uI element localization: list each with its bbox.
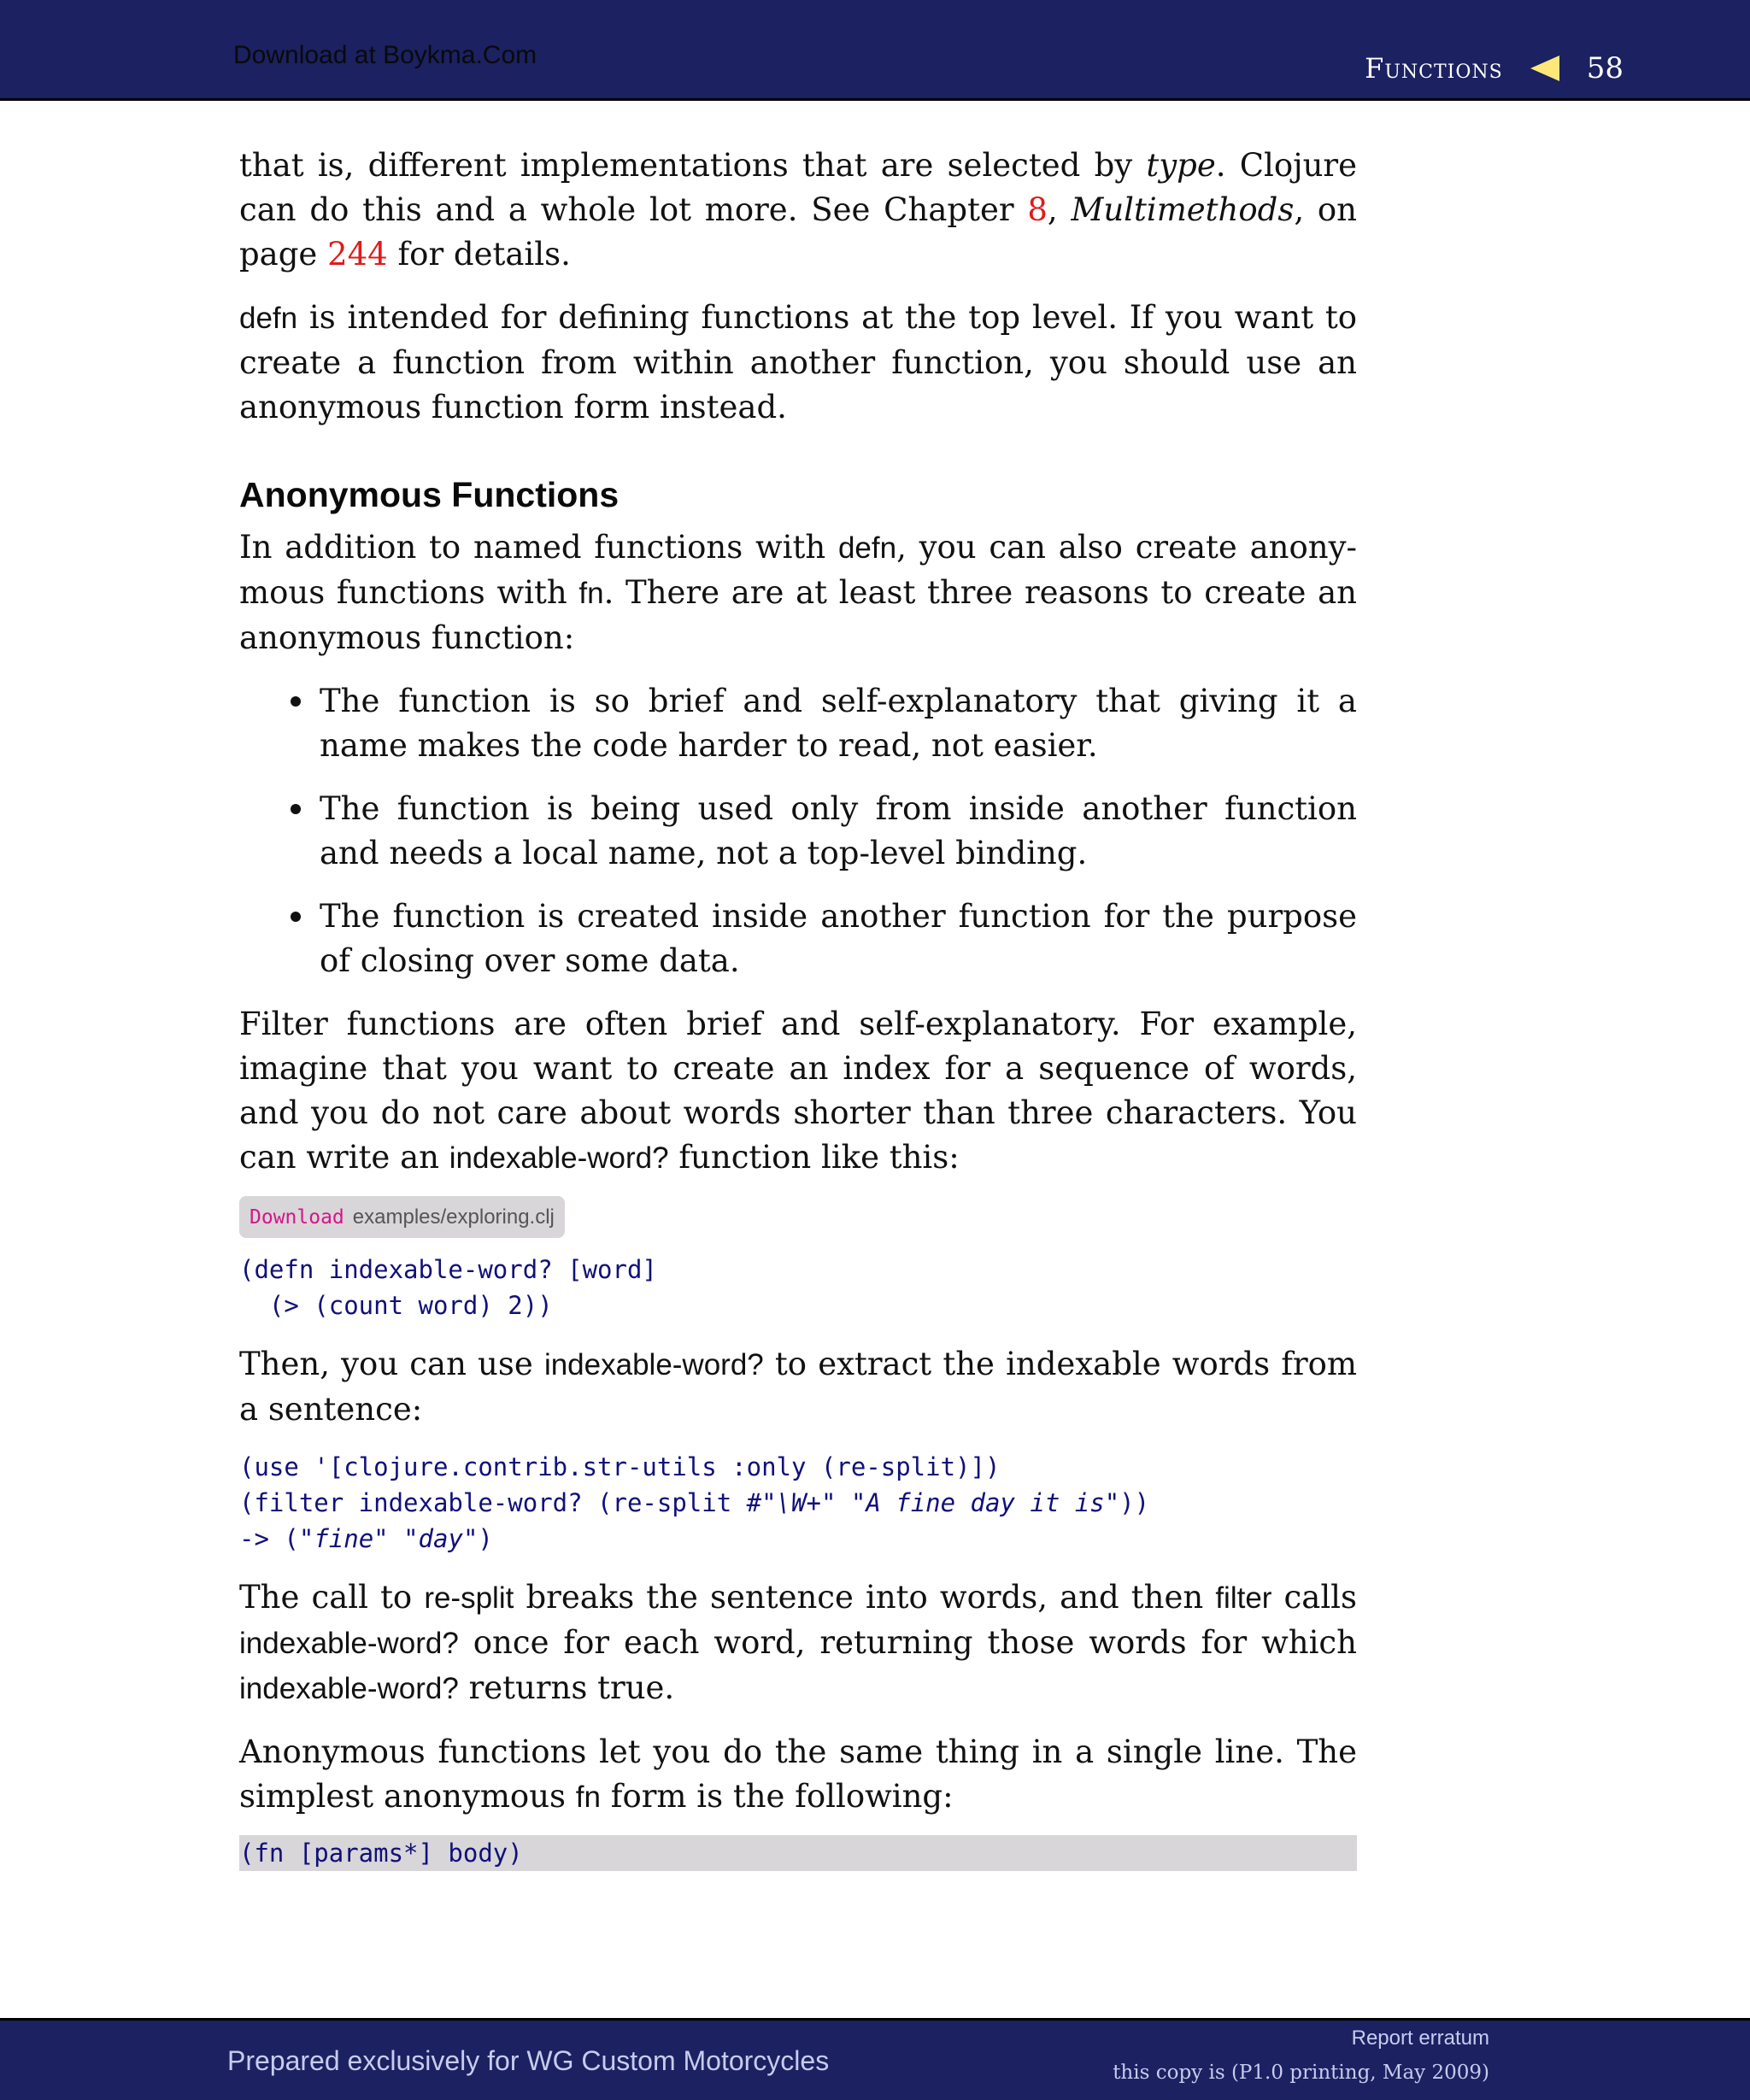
code-line: (defn indexable-word? [word] [239,1255,657,1284]
text: The call to [239,1579,425,1616]
paragraph-3 [239,525,1357,660]
paragraph-2 [239,296,1357,430]
prepared-for: Prepared exclusively for WG Custom Motorcycles [227,2045,830,2076]
report-erratum-link[interactable]: Report erratum [1351,2027,1489,2050]
inline-code: re-split [424,1581,514,1615]
list-item: The function is being used only from inside another function and needs a local name, not a top-level binding. [239,787,1357,876]
text: . Clojure can do this and a whole lot more. See Chapter [239,147,1358,228]
code-string: A fine day it is [866,1488,1105,1517]
text: that is, different implementations that are selected by [239,147,1147,184]
text: is intended for defining functions at the top level. If you want to create a function from within another function, you should use an anonymous function form instead. [239,299,1357,425]
code-line: (use '[clojure.contrib.str-utils :only (re-split)]) [239,1452,1001,1481]
code-part: (filter indexable-word? (re-split #" [239,1488,777,1517]
inline-code: indexable-word? [239,1627,459,1660]
download-note: Download at Boykma.Com [233,41,537,69]
code-block-fn-form: (fn [params*] body) [239,1835,1357,1871]
inline-code: indexable-word? [239,1672,459,1705]
text: to extract the indexable words from a sentence: [239,1346,1357,1428]
text: once for each word, returning those words for which [458,1624,1357,1661]
text: breaks the sentence into words, and then [514,1579,1216,1616]
section-heading: Anonymous Functions [239,475,620,514]
code-part: ") [462,1524,493,1553]
text: Filter functions are often brief and self-explanatory. For example, imagine that you want to create an index for a sequence of words, and you do not care about words shorter than three characters. You can write an [239,1006,1357,1176]
running-head [1365,51,1624,85]
reasons-list [239,679,1357,983]
download-tag[interactable] [239,1196,1357,1238]
list-item: The function is created inside another function for the purpose of closing over some data. [239,895,1357,983]
printing-info: this copy is (P1.0 printing, May 2009) [1113,2062,1489,2084]
text: for details. [387,236,571,273]
download-file[interactable]: examples/exploring.clj [352,1205,555,1229]
inline-code: indexable-word? [449,1141,669,1175]
paragraph-7 [239,1730,1357,1820]
paragraph-5 [239,1342,1357,1432]
inline-code: filter [1215,1581,1272,1615]
code-line: (> (count word) 2)) [239,1291,553,1320]
paragraph-4 [239,1002,1357,1181]
page-number: 58 [1586,51,1624,85]
inline-code: fn [578,577,604,610]
paragraph-6 [239,1575,1357,1711]
code-part: " " [820,1488,866,1517]
text: function like this: [668,1139,960,1176]
inline-code: indexable-word? [543,1348,764,1381]
text: . There are at least three reasons to create an anonymous function: [239,574,1357,656]
text: , you can also create anonymous functions with [239,529,1358,611]
page-content [239,144,1357,1871]
chapter-title: Multimethods [1071,191,1295,228]
code-string: day [418,1524,463,1553]
code-string: \W+ [776,1488,821,1517]
emphasis: type [1146,147,1216,184]
text: returns true. [458,1669,675,1706]
inline-code: defn [239,302,298,335]
inline-code: fn [575,1780,601,1814]
text: calls [1271,1579,1357,1616]
inline-code: defn [837,531,897,565]
back-arrow-icon[interactable] [1530,56,1559,81]
text: Then, you can use [239,1346,544,1382]
code-block-indexable-word [239,1252,1357,1323]
text: In addition to named functions with [239,529,838,566]
code-part: ")) [1104,1488,1150,1517]
text: , on page [239,191,1357,273]
list-item: The function is so brief and self-explanatory that giving it a name makes the code harder to read, not easier. [239,679,1357,768]
chapter-link[interactable]: 8 [1027,191,1048,228]
code-string: fine [314,1524,374,1553]
section-title: Functions [1365,52,1503,85]
download-label[interactable]: Download [250,1206,344,1229]
text: Anonymous functions let you do the same thing in a single line. The simplest anonymous [239,1733,1357,1815]
code-block-filter [239,1449,1357,1557]
download-tag-box[interactable] [239,1196,565,1238]
code-part: -> (" [239,1524,314,1553]
page-link[interactable]: 244 [327,236,388,273]
paragraph-1 [239,144,1357,277]
code-part: " " [373,1524,419,1553]
text: , [1047,191,1072,228]
text: form is the following: [600,1778,954,1815]
